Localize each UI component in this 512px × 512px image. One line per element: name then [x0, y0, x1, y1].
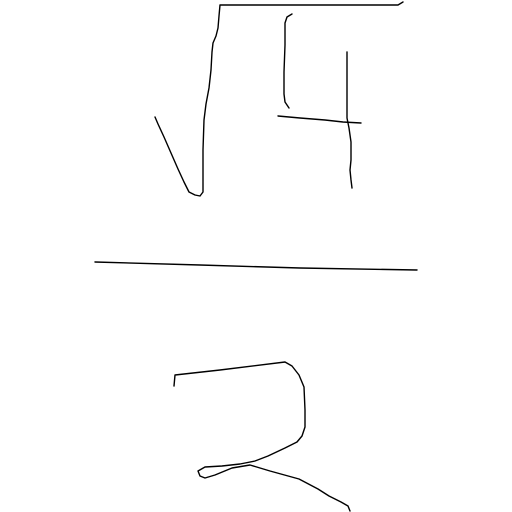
fraction-bar — [95, 262, 417, 270]
digit-4-crossbar — [278, 116, 361, 123]
digit-2-stroke — [174, 362, 350, 511]
digit-4-right-stroke — [347, 52, 352, 188]
digit-4-left-stroke — [284, 14, 292, 108]
radical-sign-icon — [155, 2, 403, 196]
